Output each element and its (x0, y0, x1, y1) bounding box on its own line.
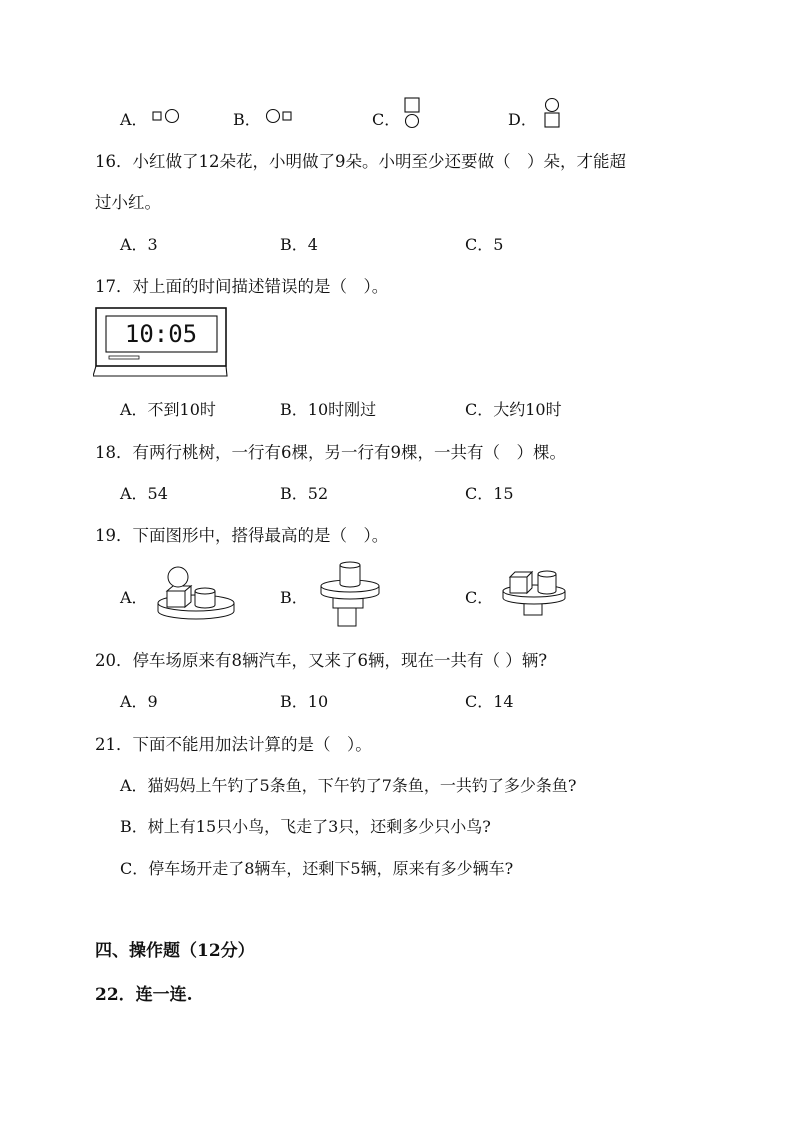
digital-clock-icon (93, 306, 229, 380)
q16-option-a[interactable]: A．3 (120, 235, 158, 254)
stack-cube-cylinder-disc-icon (500, 565, 568, 617)
q20-option-b[interactable]: B．10 (280, 692, 329, 711)
q22-text: 22．连一连. (95, 985, 193, 1005)
square-over-circle-icon (402, 96, 424, 132)
q18-option-b[interactable]: B．52 (280, 484, 329, 503)
q17-option-a[interactable]: A．不到10时 (120, 400, 216, 419)
q19-option-a[interactable]: A． (120, 588, 148, 607)
q19-text: 19．下面图形中，搭得最高的是（ ）。 (95, 526, 389, 545)
q21-option-b[interactable]: B．树上有15只小鸟，飞走了3只，还剩多少只小鸟? (120, 817, 491, 836)
option-label: A． (120, 110, 148, 129)
q18-option-c[interactable]: C．15 (465, 484, 514, 503)
stack-sphere-cube-cylinder-icon (155, 565, 237, 621)
q20-option-a[interactable]: A．9 (120, 692, 158, 711)
q15-option-a[interactable] (120, 107, 148, 130)
q17-text: 17．对上面的时间描述错误的是（ ）。 (95, 277, 389, 296)
stack-cylinder-disc-cubes-icon (318, 560, 382, 630)
q16-option-c[interactable]: C．5 (465, 235, 504, 254)
square-circle-icon (152, 108, 182, 124)
q17-option-c[interactable]: C．大约10时 (465, 400, 562, 419)
q19-option-c[interactable]: C． (465, 588, 494, 607)
circle-square-icon (265, 108, 295, 124)
section-title: 四、操作题（12分） (95, 941, 255, 961)
option-label: B． (233, 110, 261, 129)
q20-text: 20．停车场原来有8辆汽车，又来了6辆，现在一共有（ ）辆? (95, 651, 548, 670)
circle-over-square-icon (541, 96, 563, 132)
option-label: D． (508, 110, 537, 129)
q19-option-b[interactable]: B． (280, 588, 308, 607)
q17-option-b[interactable]: B．10时刚过 (280, 400, 377, 419)
q16-text-line2: 过小红。 (95, 193, 161, 212)
q15-option-b[interactable] (233, 107, 261, 130)
q15-option-c[interactable] (372, 107, 400, 130)
clock-display: 10:05 (124, 320, 198, 348)
q16-option-b[interactable]: B．4 (280, 235, 318, 254)
option-label: C． (372, 110, 401, 129)
q15-option-d[interactable] (508, 107, 537, 130)
q20-option-c[interactable]: C．14 (465, 692, 514, 711)
q16-text-line1: 16．小红做了12朵花，小明做了9朵。小明至少还要做（ ）朵，才能超 (95, 152, 626, 171)
q18-text: 18．有两行桃树，一行有6棵，另一行有9棵，一共有（ ）棵。 (95, 443, 566, 462)
q21-text: 21．下面不能用加法计算的是（ ）。 (95, 735, 372, 754)
q21-option-c[interactable]: C．停车场开走了8辆车，还剩下5辆，原来有多少辆车? (120, 859, 514, 878)
q18-option-a[interactable]: A．54 (120, 484, 168, 503)
q21-option-a[interactable]: A．猫妈妈上午钓了5条鱼，下午钓了7条鱼，一共钓了多少条鱼? (120, 776, 577, 795)
